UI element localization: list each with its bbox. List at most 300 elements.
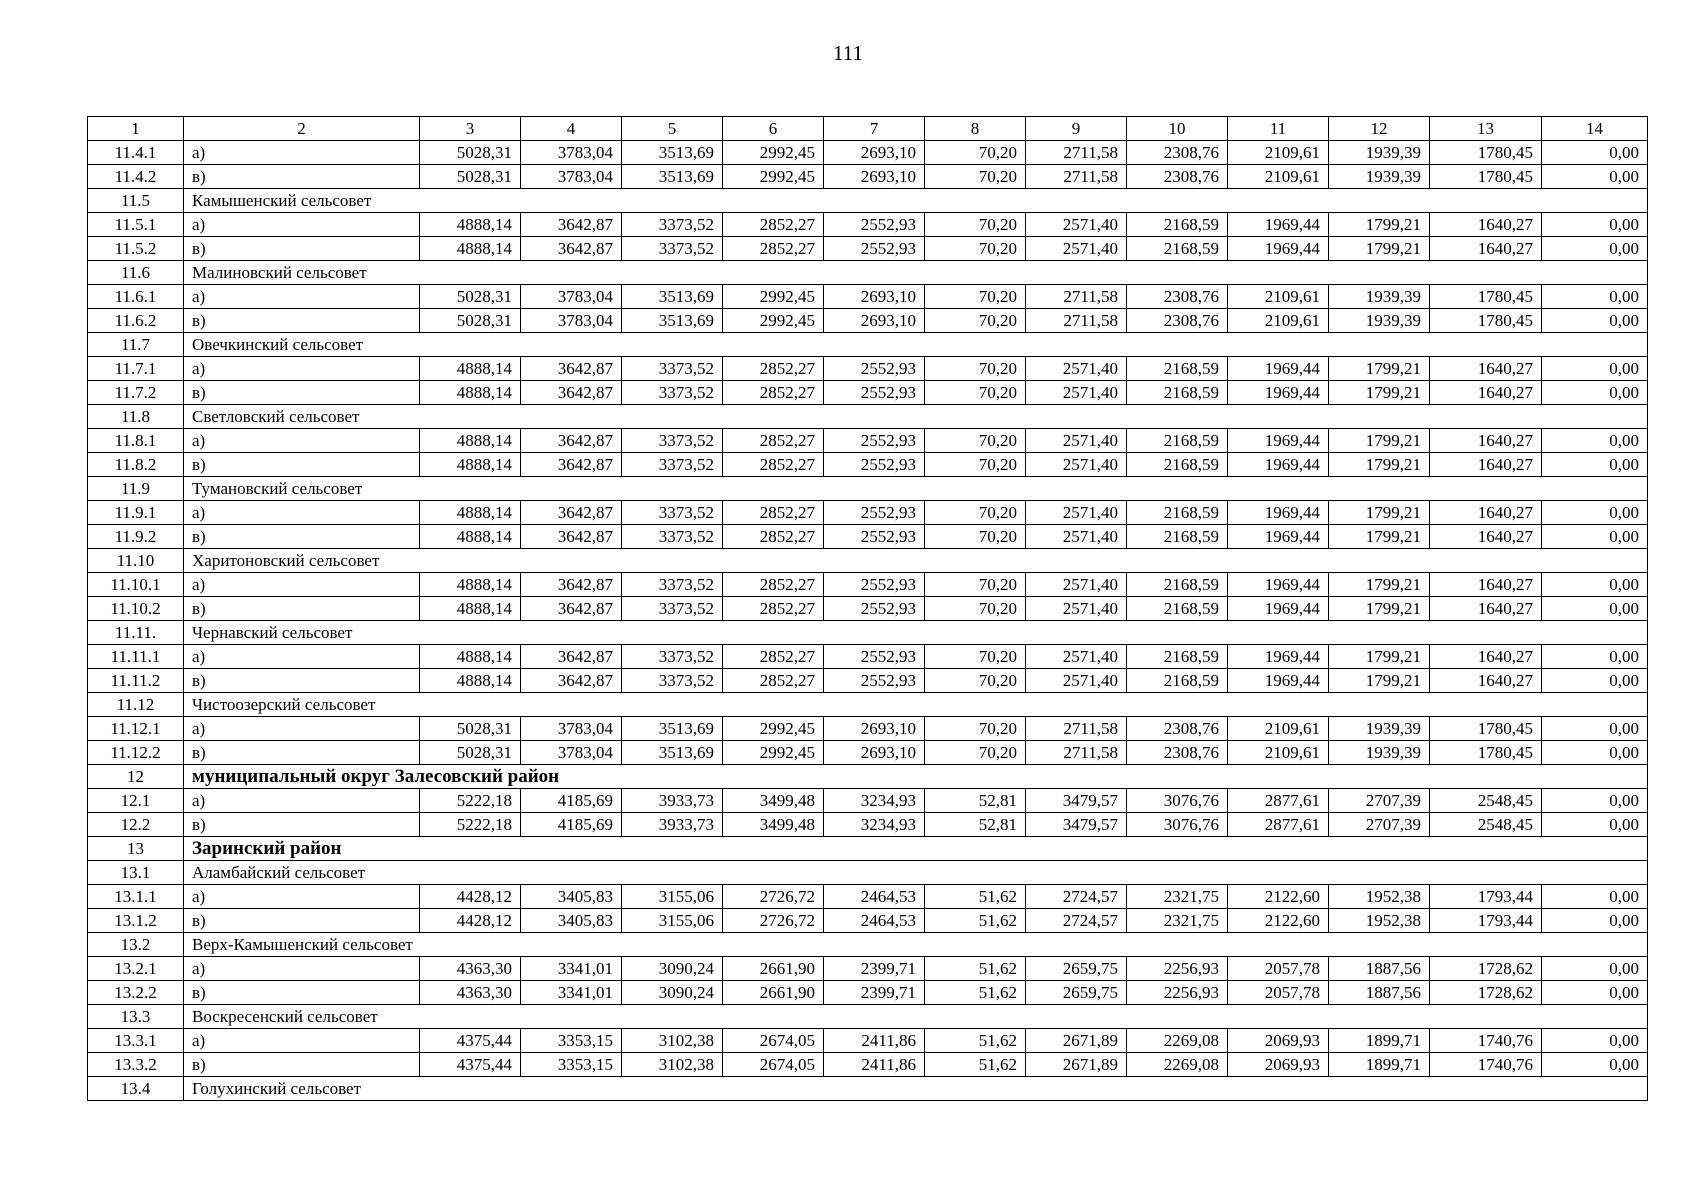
value-cell: 4888,14 <box>420 237 521 261</box>
value-cell: 3373,52 <box>622 669 723 693</box>
row-label: а) <box>184 789 420 813</box>
value-cell: 1640,27 <box>1430 453 1542 477</box>
value-cell: 0,00 <box>1542 789 1648 813</box>
row-code: 13 <box>88 837 184 861</box>
row-code: 13.3.2 <box>88 1053 184 1077</box>
value-cell: 3373,52 <box>622 357 723 381</box>
value-cell: 2168,59 <box>1127 357 1228 381</box>
value-cell: 2109,61 <box>1228 741 1329 765</box>
value-cell: 2852,27 <box>723 573 824 597</box>
row-label: а) <box>184 573 420 597</box>
table-header <box>88 117 1648 141</box>
value-cell: 2399,71 <box>824 981 925 1005</box>
value-cell: 1640,27 <box>1430 525 1542 549</box>
column-header: 7 <box>824 117 925 141</box>
value-cell: 2552,93 <box>824 357 925 381</box>
column-header: 3 <box>420 117 521 141</box>
table-row <box>88 141 1648 165</box>
value-cell: 0,00 <box>1542 357 1648 381</box>
value-cell: 4888,14 <box>420 597 521 621</box>
value-cell: 2256,93 <box>1127 981 1228 1005</box>
value-cell: 1969,44 <box>1228 429 1329 453</box>
value-cell: 4185,69 <box>521 813 622 837</box>
value-cell: 2571,40 <box>1026 429 1127 453</box>
value-cell: 2693,10 <box>824 285 925 309</box>
table-row <box>88 669 1648 693</box>
row-label: в) <box>184 597 420 621</box>
value-cell: 2168,59 <box>1127 381 1228 405</box>
table-row <box>88 717 1648 741</box>
value-cell: 3642,87 <box>521 669 622 693</box>
value-cell: 3102,38 <box>622 1053 723 1077</box>
section-row <box>88 1077 1648 1101</box>
value-cell: 2877,61 <box>1228 789 1329 813</box>
value-cell: 2992,45 <box>723 717 824 741</box>
value-cell: 2109,61 <box>1228 285 1329 309</box>
row-code: 13.2.1 <box>88 957 184 981</box>
value-cell: 2057,78 <box>1228 957 1329 981</box>
value-cell: 1799,21 <box>1329 645 1430 669</box>
row-label: а) <box>184 501 420 525</box>
value-cell: 2109,61 <box>1228 717 1329 741</box>
value-cell: 3783,04 <box>521 741 622 765</box>
value-cell: 1939,39 <box>1329 717 1430 741</box>
value-cell: 70,20 <box>925 717 1026 741</box>
value-cell: 1899,71 <box>1329 1053 1430 1077</box>
value-cell: 2711,58 <box>1026 717 1127 741</box>
value-cell: 2109,61 <box>1228 309 1329 333</box>
table-row <box>88 453 1648 477</box>
column-header: 5 <box>622 117 723 141</box>
value-cell: 1640,27 <box>1430 237 1542 261</box>
value-cell: 2168,59 <box>1127 645 1228 669</box>
value-cell: 0,00 <box>1542 669 1648 693</box>
value-cell: 2571,40 <box>1026 501 1127 525</box>
value-cell: 2852,27 <box>723 525 824 549</box>
value-cell: 2552,93 <box>824 213 925 237</box>
value-cell: 0,00 <box>1542 1053 1648 1077</box>
table-row <box>88 789 1648 813</box>
value-cell: 2693,10 <box>824 165 925 189</box>
value-cell: 2711,58 <box>1026 165 1127 189</box>
value-cell: 1969,44 <box>1228 213 1329 237</box>
value-cell: 1939,39 <box>1329 165 1430 189</box>
value-cell: 0,00 <box>1542 957 1648 981</box>
value-cell: 2707,39 <box>1329 813 1430 837</box>
value-cell: 1969,44 <box>1228 357 1329 381</box>
column-header: 6 <box>723 117 824 141</box>
value-cell: 3642,87 <box>521 429 622 453</box>
section-title: Тумановский сельсовет <box>184 477 1648 501</box>
value-cell: 3783,04 <box>521 141 622 165</box>
value-cell: 2711,58 <box>1026 741 1127 765</box>
value-cell: 2109,61 <box>1228 141 1329 165</box>
value-cell: 3513,69 <box>622 741 723 765</box>
value-cell: 2571,40 <box>1026 453 1127 477</box>
value-cell: 2552,93 <box>824 501 925 525</box>
value-cell: 70,20 <box>925 381 1026 405</box>
row-code: 11.8.1 <box>88 429 184 453</box>
value-cell: 2711,58 <box>1026 309 1127 333</box>
value-cell: 3642,87 <box>521 597 622 621</box>
value-cell: 1799,21 <box>1329 429 1430 453</box>
row-label: а) <box>184 957 420 981</box>
section-title: Воскресенский сельсовет <box>184 1005 1648 1029</box>
value-cell: 2321,75 <box>1127 885 1228 909</box>
value-cell: 3090,24 <box>622 981 723 1005</box>
value-cell: 1799,21 <box>1329 501 1430 525</box>
value-cell: 2168,59 <box>1127 501 1228 525</box>
value-cell: 70,20 <box>925 357 1026 381</box>
value-cell: 2571,40 <box>1026 381 1127 405</box>
value-cell: 70,20 <box>925 213 1026 237</box>
value-cell: 3373,52 <box>622 597 723 621</box>
value-cell: 2308,76 <box>1127 165 1228 189</box>
value-cell: 3513,69 <box>622 717 723 741</box>
value-cell: 2852,27 <box>723 357 824 381</box>
value-cell: 2724,57 <box>1026 885 1127 909</box>
value-cell: 2992,45 <box>723 141 824 165</box>
value-cell: 51,62 <box>925 1053 1026 1077</box>
value-cell: 1969,44 <box>1228 381 1329 405</box>
value-cell: 1640,27 <box>1430 645 1542 669</box>
value-cell: 2411,86 <box>824 1029 925 1053</box>
row-label: в) <box>184 741 420 765</box>
row-label: а) <box>184 429 420 453</box>
value-cell: 1780,45 <box>1430 141 1542 165</box>
value-cell: 2552,93 <box>824 597 925 621</box>
table-row <box>88 645 1648 669</box>
section-title: Чистоозерский сельсовет <box>184 693 1648 717</box>
value-cell: 2552,93 <box>824 381 925 405</box>
row-code: 11.12 <box>88 693 184 717</box>
column-header: 11 <box>1228 117 1329 141</box>
value-cell: 1640,27 <box>1430 597 1542 621</box>
value-cell: 2548,45 <box>1430 789 1542 813</box>
value-cell: 2168,59 <box>1127 597 1228 621</box>
section-row <box>88 933 1648 957</box>
value-cell: 51,62 <box>925 981 1026 1005</box>
value-cell: 3373,52 <box>622 501 723 525</box>
value-cell: 4888,14 <box>420 501 521 525</box>
row-code: 12.2 <box>88 813 184 837</box>
row-label: а) <box>184 357 420 381</box>
value-cell: 2122,60 <box>1228 885 1329 909</box>
value-cell: 3642,87 <box>521 501 622 525</box>
value-cell: 2852,27 <box>723 213 824 237</box>
value-cell: 1640,27 <box>1430 213 1542 237</box>
value-cell: 2168,59 <box>1127 453 1228 477</box>
value-cell: 1780,45 <box>1430 285 1542 309</box>
table-row <box>88 165 1648 189</box>
row-label: в) <box>184 909 420 933</box>
value-cell: 3353,15 <box>521 1053 622 1077</box>
value-cell: 51,62 <box>925 1029 1026 1053</box>
value-cell: 52,81 <box>925 789 1026 813</box>
value-cell: 2852,27 <box>723 429 824 453</box>
row-code: 11.6.1 <box>88 285 184 309</box>
row-code: 13.2.2 <box>88 981 184 1005</box>
value-cell: 0,00 <box>1542 645 1648 669</box>
value-cell: 0,00 <box>1542 573 1648 597</box>
row-label: в) <box>184 237 420 261</box>
value-cell: 5222,18 <box>420 789 521 813</box>
value-cell: 5028,31 <box>420 717 521 741</box>
section-row <box>88 837 1648 861</box>
value-cell: 3479,57 <box>1026 789 1127 813</box>
value-cell: 1799,21 <box>1329 381 1430 405</box>
value-cell: 70,20 <box>925 237 1026 261</box>
section-title: Верх-Камышенский сельсовет <box>184 933 1648 957</box>
value-cell: 2464,53 <box>824 909 925 933</box>
table-row <box>88 909 1648 933</box>
section-title: муниципальный округ Залесовский район <box>184 765 1648 789</box>
column-header: 2 <box>184 117 420 141</box>
value-cell: 70,20 <box>925 429 1026 453</box>
value-cell: 2399,71 <box>824 957 925 981</box>
column-header: 1 <box>88 117 184 141</box>
value-cell: 1969,44 <box>1228 645 1329 669</box>
value-cell: 2168,59 <box>1127 237 1228 261</box>
value-cell: 1799,21 <box>1329 213 1430 237</box>
value-cell: 70,20 <box>925 645 1026 669</box>
value-cell: 0,00 <box>1542 813 1648 837</box>
value-cell: 70,20 <box>925 597 1026 621</box>
row-code: 11.4.1 <box>88 141 184 165</box>
row-code: 11.6.2 <box>88 309 184 333</box>
value-cell: 3642,87 <box>521 573 622 597</box>
row-code: 11.5.2 <box>88 237 184 261</box>
row-code: 13.1 <box>88 861 184 885</box>
value-cell: 3933,73 <box>622 789 723 813</box>
value-cell: 0,00 <box>1542 981 1648 1005</box>
value-cell: 1640,27 <box>1430 669 1542 693</box>
value-cell: 2069,93 <box>1228 1053 1329 1077</box>
value-cell: 3783,04 <box>521 717 622 741</box>
value-cell: 2308,76 <box>1127 285 1228 309</box>
value-cell: 1939,39 <box>1329 285 1430 309</box>
value-cell: 2659,75 <box>1026 981 1127 1005</box>
value-cell: 4428,12 <box>420 909 521 933</box>
section-row <box>88 477 1648 501</box>
value-cell: 2168,59 <box>1127 429 1228 453</box>
value-cell: 3642,87 <box>521 525 622 549</box>
table-body <box>88 141 1648 1101</box>
column-header: 4 <box>521 117 622 141</box>
value-cell: 2552,93 <box>824 237 925 261</box>
value-cell: 2693,10 <box>824 741 925 765</box>
value-cell: 1887,56 <box>1329 981 1430 1005</box>
page-number: 111 <box>833 41 863 65</box>
value-cell: 3341,01 <box>521 981 622 1005</box>
section-title: Заринский район <box>184 837 1648 861</box>
value-cell: 2109,61 <box>1228 165 1329 189</box>
value-cell: 3513,69 <box>622 165 723 189</box>
value-cell: 4375,44 <box>420 1053 521 1077</box>
table-row <box>88 573 1648 597</box>
value-cell: 3234,93 <box>824 813 925 837</box>
section-row <box>88 189 1648 213</box>
column-header: 13 <box>1430 117 1542 141</box>
value-cell: 1640,27 <box>1430 573 1542 597</box>
value-cell: 4375,44 <box>420 1029 521 1053</box>
value-cell: 2571,40 <box>1026 213 1127 237</box>
row-code: 11.8.2 <box>88 453 184 477</box>
value-cell: 3933,73 <box>622 813 723 837</box>
value-cell: 2308,76 <box>1127 741 1228 765</box>
value-cell: 52,81 <box>925 813 1026 837</box>
value-cell: 2168,59 <box>1127 669 1228 693</box>
value-cell: 3783,04 <box>521 309 622 333</box>
value-cell: 3513,69 <box>622 141 723 165</box>
value-cell: 2693,10 <box>824 141 925 165</box>
value-cell: 3076,76 <box>1127 789 1228 813</box>
value-cell: 4888,14 <box>420 213 521 237</box>
row-label: а) <box>184 1029 420 1053</box>
row-code: 13.1.2 <box>88 909 184 933</box>
row-code: 13.2 <box>88 933 184 957</box>
value-cell: 2571,40 <box>1026 237 1127 261</box>
value-cell: 2321,75 <box>1127 909 1228 933</box>
row-label: а) <box>184 645 420 669</box>
value-cell: 3076,76 <box>1127 813 1228 837</box>
value-cell: 0,00 <box>1542 285 1648 309</box>
row-label: в) <box>184 165 420 189</box>
row-code: 11.5 <box>88 189 184 213</box>
value-cell: 2877,61 <box>1228 813 1329 837</box>
value-cell: 2308,76 <box>1127 309 1228 333</box>
section-row <box>88 765 1648 789</box>
row-code: 11.7 <box>88 333 184 357</box>
value-cell: 2552,93 <box>824 573 925 597</box>
value-cell: 4428,12 <box>420 885 521 909</box>
value-cell: 70,20 <box>925 141 1026 165</box>
table-row <box>88 741 1648 765</box>
value-cell: 0,00 <box>1542 237 1648 261</box>
row-code: 11.6 <box>88 261 184 285</box>
value-cell: 1939,39 <box>1329 741 1430 765</box>
row-code: 11.8 <box>88 405 184 429</box>
value-cell: 5028,31 <box>420 165 521 189</box>
section-row <box>88 405 1648 429</box>
value-cell: 3155,06 <box>622 909 723 933</box>
value-cell: 0,00 <box>1542 429 1648 453</box>
value-cell: 2269,08 <box>1127 1053 1228 1077</box>
value-cell: 0,00 <box>1542 213 1648 237</box>
value-cell: 2671,89 <box>1026 1029 1127 1053</box>
row-code: 13.3 <box>88 1005 184 1029</box>
value-cell: 1740,76 <box>1430 1053 1542 1077</box>
value-cell: 1793,44 <box>1430 909 1542 933</box>
value-cell: 70,20 <box>925 165 1026 189</box>
value-cell: 1799,21 <box>1329 453 1430 477</box>
value-cell: 0,00 <box>1542 885 1648 909</box>
column-header: 10 <box>1127 117 1228 141</box>
value-cell: 2852,27 <box>723 501 824 525</box>
value-cell: 2852,27 <box>723 453 824 477</box>
value-cell: 3373,52 <box>622 213 723 237</box>
row-label: в) <box>184 453 420 477</box>
value-cell: 70,20 <box>925 285 1026 309</box>
row-code: 11.11. <box>88 621 184 645</box>
section-title: Голухинский сельсовет <box>184 1077 1648 1101</box>
value-cell: 1799,21 <box>1329 597 1430 621</box>
value-cell: 3479,57 <box>1026 813 1127 837</box>
value-cell: 2852,27 <box>723 597 824 621</box>
value-cell: 2711,58 <box>1026 141 1127 165</box>
value-cell: 1799,21 <box>1329 573 1430 597</box>
value-cell: 2693,10 <box>824 717 925 741</box>
value-cell: 2552,93 <box>824 669 925 693</box>
value-cell: 3234,93 <box>824 789 925 813</box>
value-cell: 2571,40 <box>1026 357 1127 381</box>
table-row <box>88 501 1648 525</box>
value-cell: 1640,27 <box>1430 357 1542 381</box>
row-code: 11.10 <box>88 549 184 573</box>
value-cell: 2552,93 <box>824 453 925 477</box>
value-cell: 2548,45 <box>1430 813 1542 837</box>
value-cell: 0,00 <box>1542 717 1648 741</box>
value-cell: 2992,45 <box>723 741 824 765</box>
table-row <box>88 429 1648 453</box>
value-cell: 3513,69 <box>622 309 723 333</box>
value-cell: 1939,39 <box>1329 141 1430 165</box>
row-label: а) <box>184 213 420 237</box>
row-label: в) <box>184 309 420 333</box>
section-title: Чернавский сельсовет <box>184 621 1648 645</box>
value-cell: 3405,83 <box>521 885 622 909</box>
value-cell: 2552,93 <box>824 525 925 549</box>
value-cell: 0,00 <box>1542 597 1648 621</box>
row-label: в) <box>184 813 420 837</box>
value-cell: 2992,45 <box>723 165 824 189</box>
value-cell: 3373,52 <box>622 525 723 549</box>
value-cell: 2256,93 <box>1127 957 1228 981</box>
value-cell: 2852,27 <box>723 669 824 693</box>
value-cell: 3499,48 <box>723 813 824 837</box>
section-row <box>88 693 1648 717</box>
value-cell: 0,00 <box>1542 309 1648 333</box>
value-cell: 4363,30 <box>420 957 521 981</box>
row-label: в) <box>184 669 420 693</box>
value-cell: 5028,31 <box>420 741 521 765</box>
value-cell: 2552,93 <box>824 429 925 453</box>
row-code: 11.11.2 <box>88 669 184 693</box>
row-label: в) <box>184 981 420 1005</box>
column-header: 8 <box>925 117 1026 141</box>
value-cell: 3642,87 <box>521 645 622 669</box>
value-cell: 4888,14 <box>420 429 521 453</box>
value-cell: 2693,10 <box>824 309 925 333</box>
value-cell: 2671,89 <box>1026 1053 1127 1077</box>
value-cell: 1952,38 <box>1329 885 1430 909</box>
value-cell: 2057,78 <box>1228 981 1329 1005</box>
value-cell: 0,00 <box>1542 381 1648 405</box>
value-cell: 1740,76 <box>1430 1029 1542 1053</box>
row-label: в) <box>184 381 420 405</box>
value-cell: 3783,04 <box>521 285 622 309</box>
value-cell: 3373,52 <box>622 645 723 669</box>
table-row <box>88 357 1648 381</box>
value-cell: 4888,14 <box>420 669 521 693</box>
section-row <box>88 861 1648 885</box>
column-header: 9 <box>1026 117 1127 141</box>
value-cell: 0,00 <box>1542 525 1648 549</box>
value-cell: 2168,59 <box>1127 573 1228 597</box>
value-cell: 2308,76 <box>1127 717 1228 741</box>
value-cell: 1969,44 <box>1228 501 1329 525</box>
value-cell: 3373,52 <box>622 573 723 597</box>
